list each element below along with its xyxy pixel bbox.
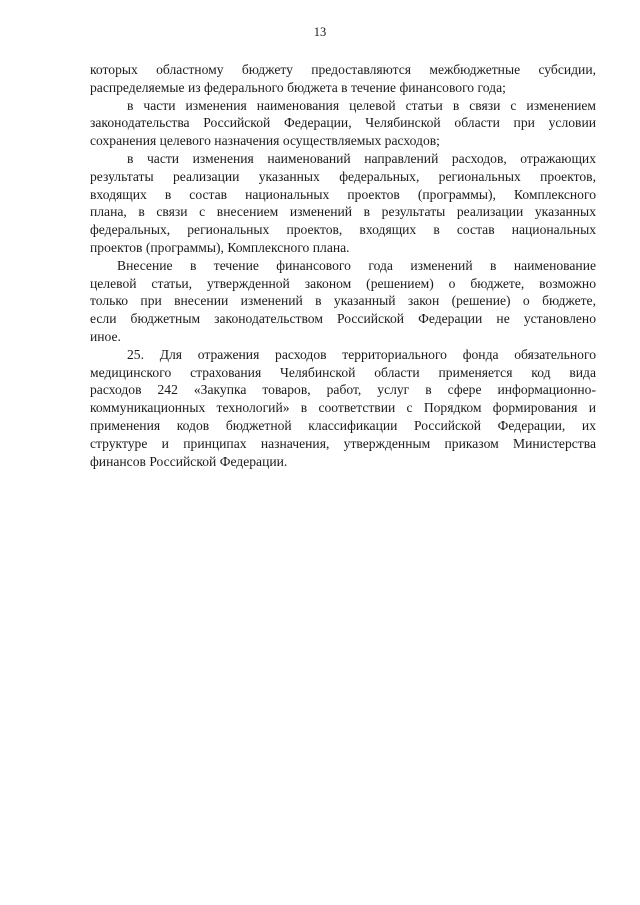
text-line: распределяемые из федерального бюджета в течение финансового года; — [90, 79, 506, 95]
text-line: результаты реализации указанных федеральных, региональных проектов, — [90, 168, 596, 184]
text-line: 25. Для отражения расходов территориального фонда обязательного — [127, 346, 596, 362]
text-line: сохранения целевого назначения осуществляемых расходов; — [90, 133, 440, 149]
text-line: входящих в состав национальных проектов (программы), Комплексного — [90, 186, 596, 202]
text-line: если бюджетным законодательством Российской Федерации не установлено — [90, 311, 596, 327]
text-line: которых областному бюджету предоставляются межбюджетные субсидии, — [90, 62, 596, 77]
text-line: целевой статьи, утвержденной законом (решением) о бюджете, возможно — [90, 275, 596, 291]
text-line: расходов 242 «Закупка товаров, работ, услуг в сфере информационно- — [90, 382, 596, 398]
text-line: применения кодов бюджетной классификации Российской Федерации, их — [90, 417, 596, 433]
text-line: только при внесении изменений в указанный закон (решение) о бюджете, — [90, 293, 596, 309]
text-line: законодательства Российской Федерации, Челябинской области при условии — [90, 115, 596, 131]
paragraph — [90, 61, 596, 97]
text-line: медицинского страхования Челябинской области применяется код вида — [90, 364, 596, 380]
text-line: коммуникационных технологий» в соответствии с Порядком формирования и — [90, 400, 596, 416]
text-line: федеральных, региональных проектов, входящих в состав национальных — [90, 222, 596, 238]
paragraph — [90, 346, 596, 471]
text-line: в части изменения наименований направлений расходов, отражающих — [127, 150, 596, 166]
text-line: финансов Российской Федерации. — [90, 453, 288, 469]
text-line: структуре и принципах назначения, утвержденным приказом Министерства — [90, 435, 596, 451]
paragraph — [90, 150, 596, 257]
paragraph — [90, 97, 596, 150]
text-line: плана, в связи с внесением изменений в результаты реализации указанных — [90, 204, 596, 220]
text-line: иное. — [90, 328, 121, 344]
text-line: Внесение в течение финансового года изменений в наименование — [117, 257, 596, 273]
text-line: проектов (программы), Комплексного плана. — [90, 239, 350, 255]
document-body — [90, 61, 596, 470]
page-number: 13 — [313, 25, 327, 39]
paragraph — [90, 257, 596, 346]
text-line: в части изменения наименования целевой статьи в связи с изменением — [127, 97, 596, 113]
